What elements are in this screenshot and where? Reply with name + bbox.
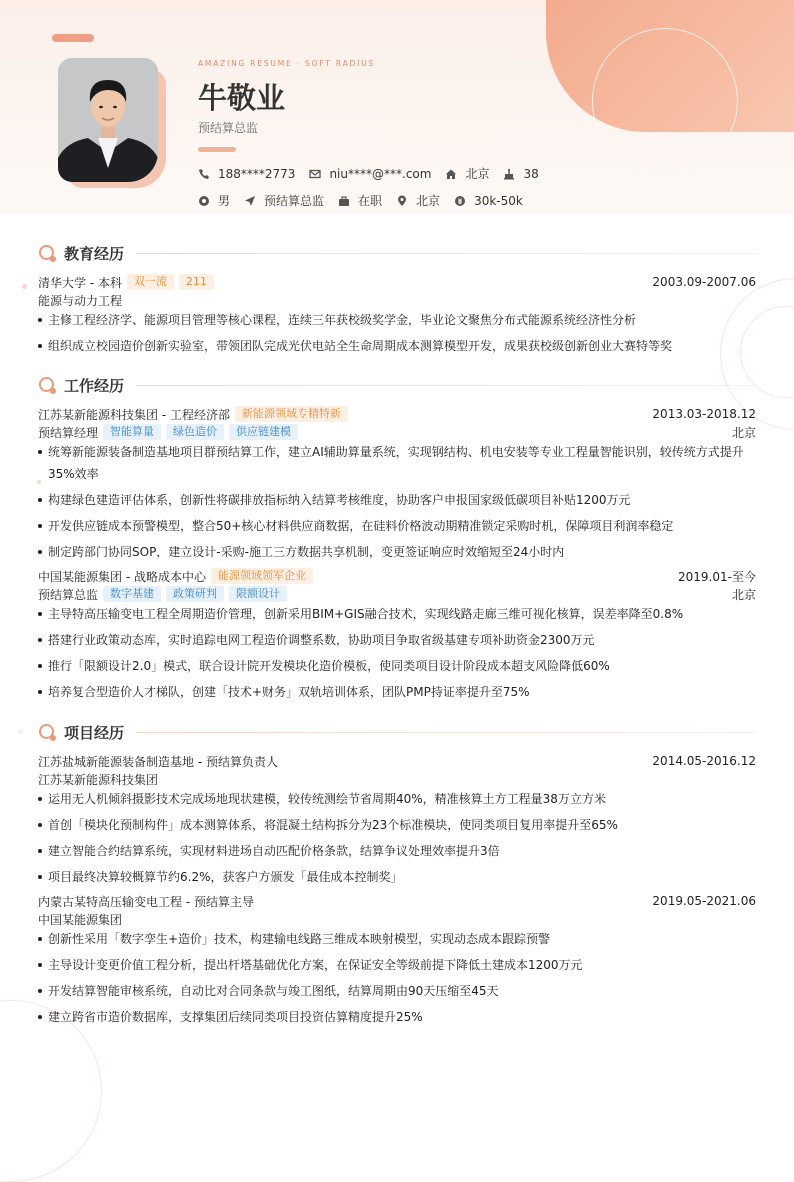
company-name: 江苏某新能源科技集团 - 工程经济部: [38, 407, 230, 422]
title-underline: [198, 147, 236, 152]
list-item: 开发供应链成本预警模型，整合50+核心材料供应商数据，在硅料价格波动期精准锁定采购时机，保障项目利润率稳定: [38, 515, 756, 537]
list-item: 制定跨部门协同SOP，建立设计-采购-施工三方数据共享机制，变更签证响应时效缩短至24小时内: [38, 541, 756, 563]
education-period: 2003.09-2007.06: [652, 275, 756, 289]
list-item: 运用无人机倾斜摄影技术完成场地现状建模，较传统测绘节省周期40%，精准核算土方工程量38万立方米: [38, 788, 756, 810]
location-pin-icon: [396, 195, 408, 207]
company-tag: 新能源领域专精特新: [235, 406, 348, 422]
education-major-row: [38, 291, 756, 309]
major: 能源与动力工程: [38, 293, 123, 308]
section-divider: [136, 253, 756, 254]
project-org-row: [38, 910, 756, 928]
school-tag: 双一流: [127, 274, 174, 290]
project-period: 2014.05-2016.12: [652, 754, 756, 768]
contact-row-1: [198, 165, 553, 182]
info-target-role: 预结算总监: [244, 192, 324, 209]
list-item: 项目最终决算较概算节约6.2%，获客户方颁发「最佳成本控制奖」: [38, 866, 756, 888]
skill-tag: 政策研判: [166, 586, 224, 602]
gender-icon: [198, 195, 210, 207]
project-name: 内蒙古某特高压输变电工程 - 预结算主导: [38, 894, 254, 909]
job-position-row: [38, 585, 756, 603]
send-icon: [244, 195, 256, 207]
list-item: 主导设计变更价值工程分析，提出杆塔基础优化方案，在保证安全等级前提下降低土建成本1200万元: [38, 954, 756, 976]
info-gender: 男: [198, 192, 230, 209]
education-entry-header: [38, 273, 756, 291]
project-header: [38, 892, 756, 910]
avatar: [58, 58, 158, 182]
job-position: 预结算经理: [38, 425, 99, 440]
job-header: [38, 567, 756, 585]
list-item: 主导特高压输变电工程全周期造价管理，创新采用BIM+GIS融合技术，实现线路走廊三维可视化核算，误差率降至0.8%: [38, 603, 756, 625]
section-projects-heading: 项目经历: [38, 722, 756, 743]
school-name: 清华大学 - 本科: [38, 275, 122, 290]
candidate-name: 牛敬业: [198, 81, 286, 115]
salary-icon: [454, 195, 466, 207]
list-item: 开发结算智能审核系统，自动比对合同条款与竣工图纸，结算周期由90天压缩至45天: [38, 980, 756, 1002]
section-work-heading: 工作经历: [38, 375, 756, 396]
company-tag: 能源领域领军企业: [211, 568, 313, 584]
skill-tag: 限额设计: [229, 586, 287, 602]
section-divider: [136, 385, 756, 386]
info-city: 北京: [396, 192, 440, 209]
contact-phone: 188****2773: [198, 167, 295, 181]
section-search-icon: [38, 376, 58, 396]
cake-icon: [503, 168, 515, 180]
resume-eyebrow: AMAZING RESUME · SOFT RADIUS: [198, 59, 375, 68]
info-status: 在职: [338, 192, 382, 209]
info-salary: 30k-50k: [454, 194, 523, 208]
project-org: 中国某能源集团: [38, 912, 123, 927]
decorative-dot: [22, 284, 27, 289]
contact-home: 北京: [445, 165, 489, 182]
list-item: 搭建行业政策动态库，实时追踪电网工程造价调整系数，协助项目争取省级基建专项补助资金2300万元: [38, 629, 756, 651]
list-item: 建立跨省市造价数据库，支撑集团后续同类项目投资估算精度提升25%: [38, 1006, 756, 1028]
skill-tag: 智能算量: [103, 424, 161, 440]
skill-tag: 供应链建模: [229, 424, 298, 440]
list-item: 首创「模块化预制构件」成本测算体系，将混凝土结构拆分为23个标准模块，使同类项目复用率提升至65%: [38, 814, 756, 836]
decorative-dot: [18, 729, 23, 734]
home-icon: [445, 168, 457, 180]
list-item: 创新性采用「数字孪生+造价」技术，构建输电线路三维成本映射模型，实现动态成本跟踪预警: [38, 928, 756, 950]
section-education-heading: 教育经历: [38, 243, 756, 264]
project-org: 江苏某新能源科技集团: [38, 772, 159, 787]
section-divider: [136, 732, 756, 733]
list-item: 构建绿色建造评估体系，创新性将碳排放指标纳入结算考核维度，协助客户申报国家级低碳项目补贴1200万元: [38, 489, 756, 511]
company-name: 中国某能源集团 - 战略成本中心: [38, 569, 206, 584]
briefcase-icon: [338, 195, 350, 207]
project-name: 江苏盐城新能源装备制造基地 - 预结算负责人: [38, 754, 278, 769]
project-header: [38, 752, 756, 770]
contact-row-2: [198, 192, 537, 209]
job-period: 2013.03-2018.12: [652, 407, 756, 421]
resume-header: [0, 0, 794, 214]
phone-icon: [198, 168, 210, 180]
job-city: 北京: [731, 425, 756, 440]
mail-icon: [309, 168, 321, 180]
contact-age: 38: [503, 167, 538, 181]
contact-email: niu****@***.com: [309, 167, 431, 181]
job-period: 2019.01-至今: [678, 569, 756, 584]
skill-tag: 数字基建: [103, 586, 161, 602]
list-item: 培养复合型造价人才梯队，创建「技术+财务」双轨培训体系，团队PMP持证率提升至75%: [38, 681, 756, 703]
section-search-icon: [38, 244, 58, 264]
skill-tag: 绿色造价: [166, 424, 224, 440]
list-item: 建立智能合约结算系统，实现材料进场自动匹配价格条款，结算争议处理效率提升3倍: [38, 840, 756, 862]
job-position-row: [38, 423, 756, 441]
candidate-title: 预结算总监: [198, 121, 259, 135]
job-header: [38, 405, 756, 423]
decorative-pill: [52, 34, 94, 42]
list-item: 组织成立校园造价创新实验室，带领团队完成光伏电站全生命周期成本测算模型开发，成果获校级创新创业大赛特等奖: [38, 335, 756, 357]
job-position: 预结算总监: [38, 587, 99, 602]
school-tag: 211: [179, 274, 214, 290]
project-org-row: [38, 770, 756, 788]
job-city: 北京: [731, 587, 756, 602]
section-search-icon: [38, 723, 58, 743]
decorative-ring: [592, 28, 738, 174]
list-item: 推行「限额设计2.0」模式，联合设计院开发模块化造价模板，使同类项目设计阶段成本超支风险降低60%: [38, 655, 756, 677]
project-period: 2019.05-2021.06: [652, 894, 756, 908]
portrait-image: [58, 58, 158, 182]
list-item: 主修工程经济学、能源项目管理等核心课程，连续三年获校级奖学金，毕业论文聚焦分布式能源系统经济性分析: [38, 309, 756, 331]
list-item: 统筹新能源装备制造基地项目群预结算工作，建立AI辅助算量系统，实现钢结构、机电安装等专业工程量智能识别，较传统方式提升35%效率: [38, 441, 756, 485]
